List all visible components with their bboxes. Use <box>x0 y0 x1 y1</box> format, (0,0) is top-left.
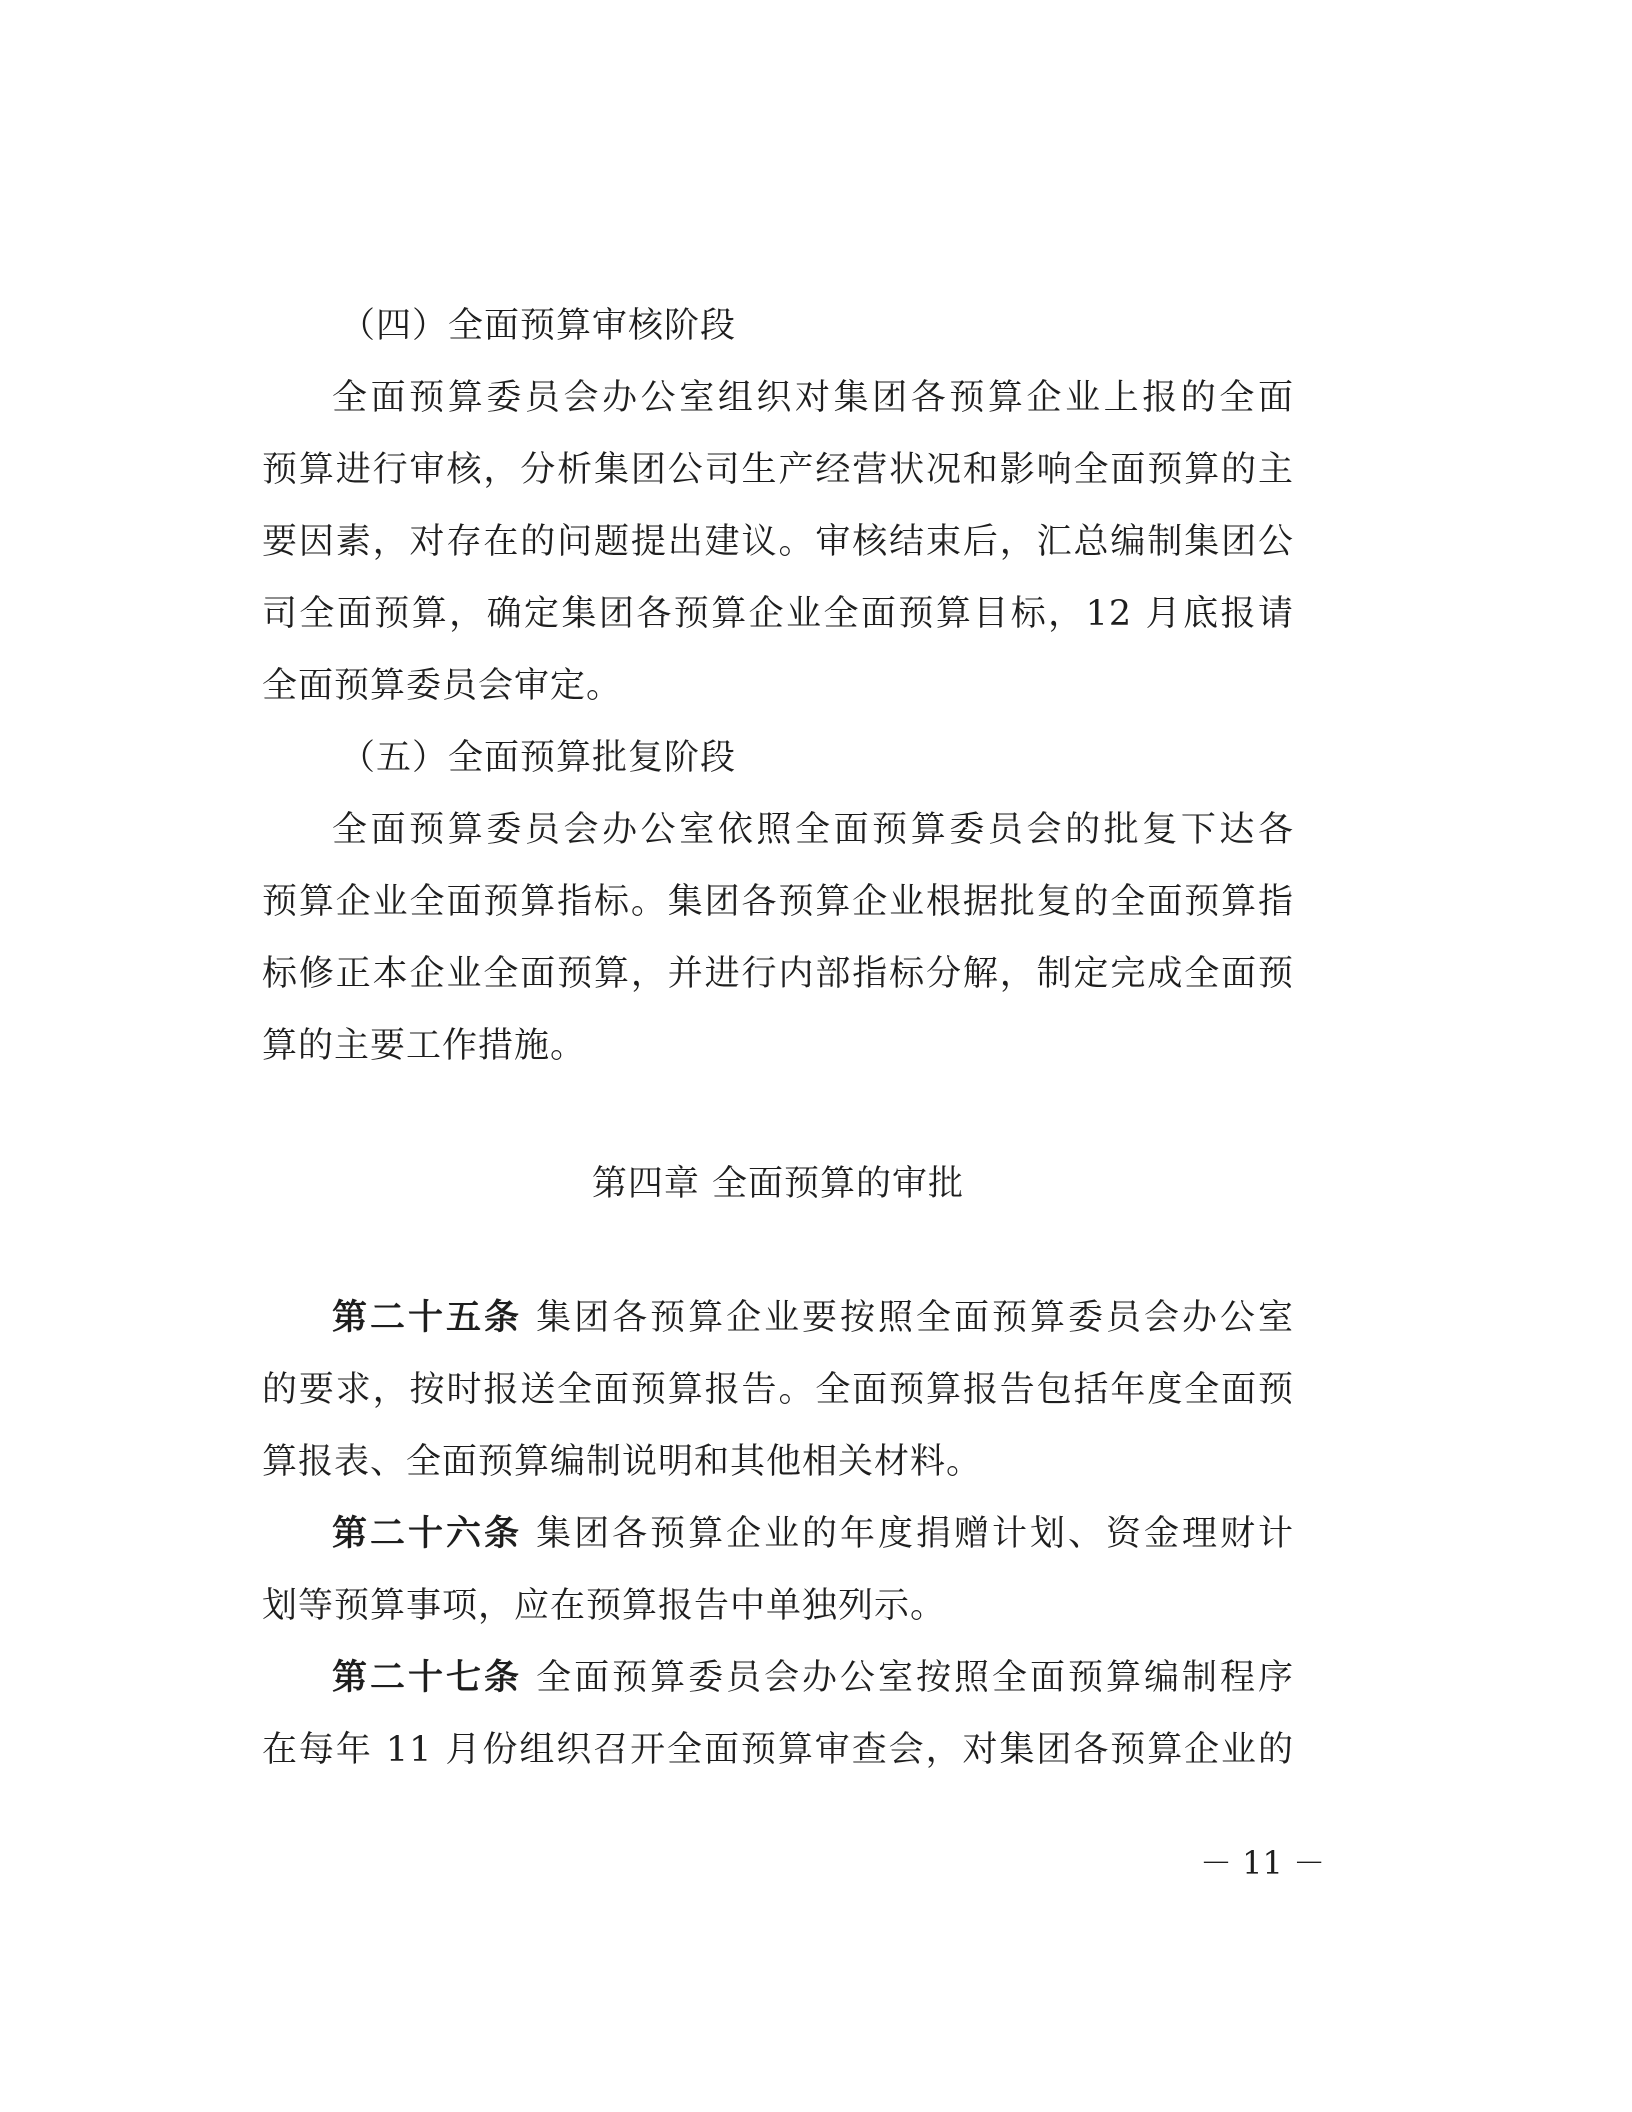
section-heading: （四）全面预算审核阶段 <box>340 306 737 346</box>
page-number: － 11 － <box>1200 1844 1326 1882</box>
article-label: 第二十七条 <box>332 1658 522 1698</box>
paragraph-line: 预算进行审核，分析集团公司生产经营状况和影响全面预算的主 <box>262 450 1294 490</box>
paragraph-line: 预算企业全面预算指标。集团各预算企业根据批复的全面预算指 <box>262 882 1294 922</box>
article-label: 第二十六条 <box>332 1514 522 1554</box>
paragraph-line: 划等预算事项，应在预算报告中单独列示。 <box>262 1586 947 1626</box>
paragraph-line: 的要求，按时报送全面预算报告。全面预算报告包括年度全面预 <box>262 1370 1294 1410</box>
paragraph-line: 算报表、全面预算编制说明和其他相关材料。 <box>262 1442 983 1482</box>
article-label: 第二十五条 <box>332 1298 522 1338</box>
document-body <box>262 290 1294 1786</box>
paragraph-line: 要因素，对存在的问题提出建议。审核结束后，汇总编制集团公 <box>262 522 1294 562</box>
paragraph-line: 全面预算委员会办公室依照全面预算委员会的批复下达各 <box>332 810 1294 850</box>
article-line <box>262 1282 1294 1354</box>
article-text: 集团各预算企业要按照全面预算委员会办公室 <box>521 1298 1294 1338</box>
paragraph-line: 标修正本企业全面预算，并进行内部指标分解，制定完成全面预 <box>262 954 1294 994</box>
article-line <box>262 1642 1294 1714</box>
paragraph-line: 在每年 11 月份组织召开全面预算审查会，对集团各预算企业的 <box>262 1730 1294 1770</box>
chapter-title: 第四章 全面预算的审批 <box>591 1164 965 1204</box>
article-text: 全面预算委员会办公室按照全面预算编制程序 <box>521 1658 1294 1698</box>
article-text: 集团各预算企业的年度捐赠计划、资金理财计 <box>521 1514 1294 1554</box>
section-heading: （五）全面预算批复阶段 <box>340 738 737 778</box>
paragraph-line: 算的主要工作措施。 <box>262 1026 587 1066</box>
paragraph-line: 司全面预算，确定集团各预算企业全面预算目标，12 月底报请 <box>262 594 1294 634</box>
paragraph-line: 全面预算委员会办公室组织对集团各预算企业上报的全面 <box>332 378 1294 418</box>
paragraph-line: 全面预算委员会审定。 <box>262 666 623 706</box>
article-line <box>262 1498 1294 1570</box>
